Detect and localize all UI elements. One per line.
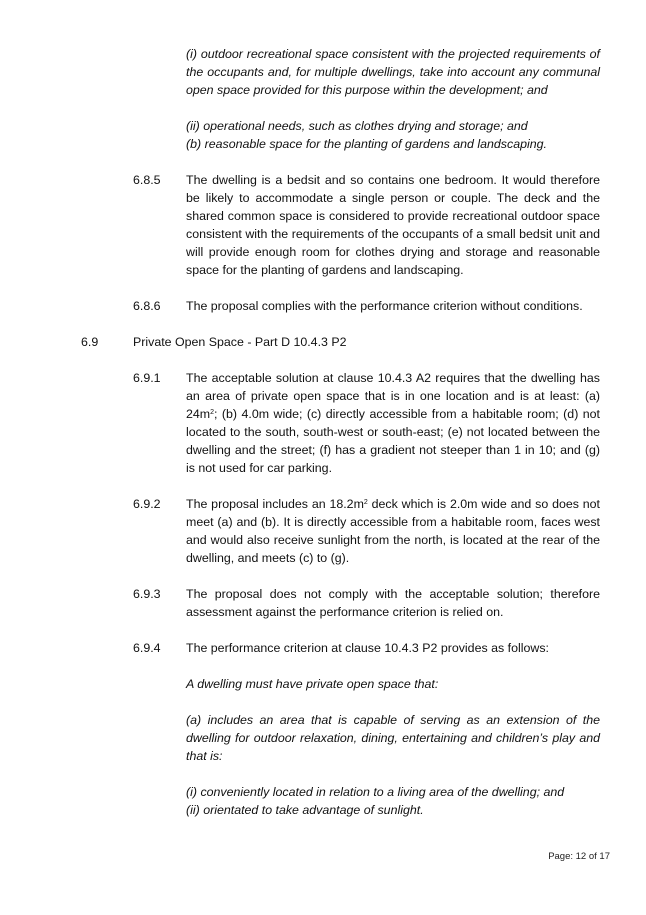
paragraph-6-9-1-text-b: ; (b) 4.0m wide; (c) directly accessible from a habitable room; (d) not located to the south, south-west or south-east; (e) not located between the dwelling and the street; (f) has a gradient not steeper than 1 in 10; and (g) is not used for car parking. bbox=[186, 407, 600, 475]
paragraph-6-9-1-text-a: The acceptable solution at clause 10.4.3 A2 requires that the dwelling has an area of private open space that is in one location and is at least: (a) 24m bbox=[186, 371, 600, 421]
quote-top-item-b: (b) reasonable space for the planting of gardens and landscaping. bbox=[186, 137, 547, 151]
paragraph-6-8-5: The dwelling is a bedsit and so contains one bedroom. It would therefore be likely to accommodate a single person or couple. The deck and the shared common space is considered to provide recreational outdoor space consistent with the requirements of the occupants of a small bedsit unit and will provide enough room for clothes drying and storage and reasonable space for the planting of gardens and landscaping. bbox=[186, 173, 600, 277]
squared-superscript: 2 bbox=[210, 409, 215, 416]
section-heading-6-9: Private Open Space - Part D 10.4.3 P2 bbox=[133, 335, 347, 349]
squared-superscript: 2 bbox=[363, 499, 368, 506]
paragraph-number-6-9-4: 6.9.4 bbox=[133, 641, 161, 655]
page-number-footer: Page: 12 of 17 bbox=[548, 851, 610, 862]
paragraph-6-9-1 bbox=[186, 369, 600, 477]
paragraph-6-9-3: The proposal does not comply with the acceptable solution; therefore assessment against the performance criterion is relied on. bbox=[186, 587, 600, 619]
paragraph-6-9-2 bbox=[186, 495, 600, 567]
quote-bottom-item-ii: (ii) orientated to take advantage of sunlight. bbox=[186, 803, 424, 817]
quote-top-item-i: (i) outdoor recreational space consistent with the projected requirements of the occupants and, for multiple dwellings, take into account any communal open space provided for this purpose within the development; and bbox=[186, 47, 600, 97]
paragraph-6-9-2-text-b: deck which is 2.0m wide and so does not meet (a) and (b). It is directly accessible from a habitable room, faces west and would also receive sunlight from the north, is located at the rear of the dwelling, and meets (c) to (g). bbox=[186, 497, 600, 565]
paragraph-6-8-6: The proposal complies with the performance criterion without conditions. bbox=[186, 299, 583, 313]
paragraph-6-9-4: The performance criterion at clause 10.4.3 P2 provides as follows: bbox=[186, 641, 549, 655]
paragraph-number-6-8-6: 6.8.6 bbox=[133, 299, 161, 313]
paragraph-number-6-9-3: 6.9.3 bbox=[133, 587, 161, 601]
paragraph-number-6-9-1: 6.9.1 bbox=[133, 371, 161, 385]
quote-top-item-ii: (ii) operational needs, such as clothes drying and storage; and bbox=[186, 119, 528, 133]
paragraph-6-9-2-text-a: The proposal includes an 18.2m bbox=[186, 497, 364, 511]
paragraph-number-6-8-5: 6.8.5 bbox=[133, 173, 161, 187]
quote-bottom-intro: A dwelling must have private open space that: bbox=[186, 677, 439, 691]
section-number-6-9: 6.9 bbox=[81, 335, 99, 349]
paragraph-number-6-9-2: 6.9.2 bbox=[133, 497, 161, 511]
quote-bottom-item-i: (i) conveniently located in relation to a living area of the dwelling; and bbox=[186, 785, 565, 799]
quote-bottom-item-a: (a) includes an area that is capable of serving as an extension of the dwelling for outdoor relaxation, dining, entertaining and children’s play and that is: bbox=[186, 713, 600, 763]
